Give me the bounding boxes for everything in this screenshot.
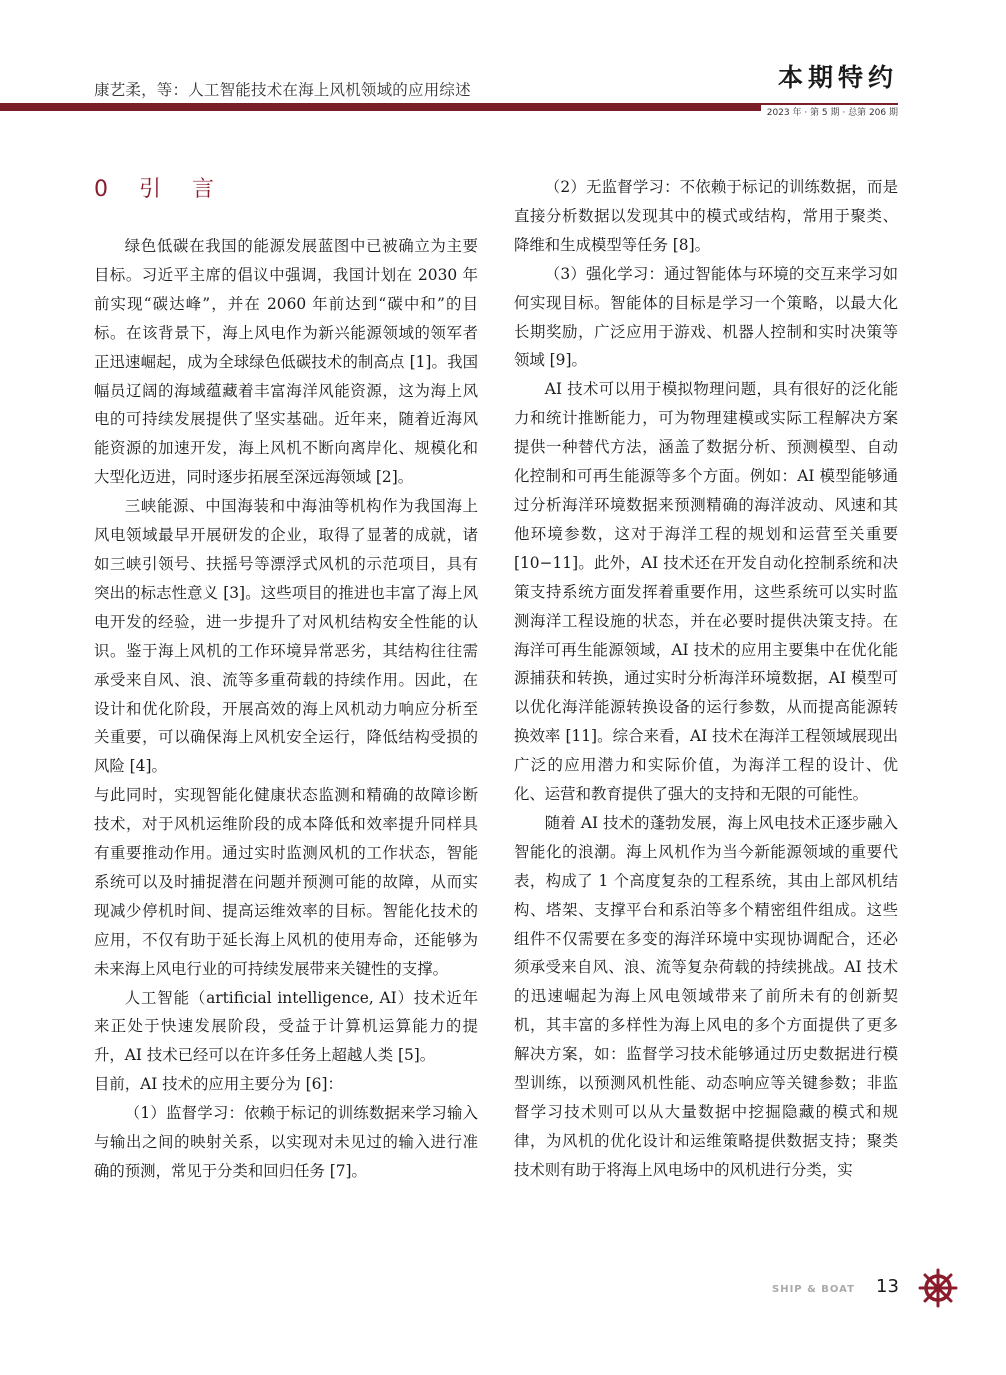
paragraph: （1）监督学习：依赖于标记的训练数据来学习输入与输出之间的映射关系，以实现对未见过的输入进行准确的预测，常见于分类和回归任务 [7]。 — [94, 1104, 478, 1180]
footer-brand: SHIP & BOAT — [772, 1284, 855, 1295]
issue-info: 2023 年 · 第 5 期 · 总第 206 期 — [761, 105, 898, 118]
page-number: 13 — [876, 1276, 899, 1297]
paragraph: 目前，AI 技术的应用主要分为 [6]： — [94, 1075, 343, 1094]
paragraph: （2）无监督学习：不依赖于标记的训练数据，而是直接分析数据以发现其中的模式或结构，常用于聚类、降维和生成模型等任务 [8]。 — [514, 178, 898, 254]
running-title: 康艺柔，等：人工智能技术在海上风机领域的应用综述 — [94, 81, 471, 99]
right-column — [514, 173, 898, 1185]
paragraph: 与此同时，实现智能化健康状态监测和精确的故障诊断技术，对于风机运维阶段的成本降低和效率提升同样具有重要推动作用。通过实时监测风机的工作状态，智能系统可以及时捕捉潜在问题并预测可能的故障，从而实现减少停机时间、提高运维效率的目标。智能化技术的应用，不仅有助于延长海上风机的使用寿命，还能够为未来海上风电行业的可持续发展带来关键性的支撑。 — [94, 786, 478, 978]
paragraph: 绿色低碳在我国的能源发展蓝图中已被确立为主要目标。习近平主席的倡议中强调，我国计划在 2030 年前实现“碳达峰”，并在 2060 年前达到“碳中和”的目标。在该背景下，海上风电作为新兴能源领域的领军者正迅速崛起，成为全球绿色低碳技术的制高点 [1]。我国幅员辽阔的海域蕴藏着丰富海洋风能资源，这为海上风电的可持续发展提供了坚实基础。近年来，随着近海风能资源的加速开发，海上风机不断向离岸化、规模化和大型化迈进，同时逐步拓展至深远海领域 [2]。 — [94, 237, 478, 487]
ship-helm-icon — [918, 1268, 958, 1308]
paragraph: 三峡能源、中国海装和中海油等机构作为我国海上风电领域最早开展研发的企业，取得了显著的成就，诸如三峡引领号、扶摇号等漂浮式风机的示范项目，具有突出的标志性意义 [3]。这些项目的推进也丰富了海上风电开发的经验，进一步提升了对风机结构安全性能的认识。鉴于海上风机的工作环境异常恶劣，其结构往往需承受来自风、浪、流等多重荷载的持续作用。因此，在设计和优化阶段，开展高效的海上风机动力响应分析至关重要，可以确保海上风机安全运行，降低结构受损的风险 [4]。 — [94, 497, 478, 776]
paragraph: 人工智能（artificial intelligence, AI）技术近年来正处于快速发展阶段，受益于计算机运算能力的提升，AI 技术已经可以在许多任务上超越人类 [5]。 — [94, 988, 478, 1065]
paragraph: （3）强化学习：通过智能体与环境的交互来学习如何实现目标。智能体的目标是学习一个策略，以最大化长期奖励，广泛应用于游戏、机器人控制和实时决策等领域 [9]。 — [514, 264, 898, 370]
paragraph: AI 技术可以用于模拟物理问题，具有很好的泛化能力和统计推断能力，可为物理建模或实际工程解决方案提供一种替代方法，涵盖了数据分析、预测模型、自动化控制和可再生能源等多个方面。例如：AI 模型能够通过分析海洋环境数据来预测精确的海洋波动、风速和其他环境参数，这对于海洋工程的规划和运营至关重要 [10−11]。此外，AI 技术还在开发自动化控制系统和决策支持系统方面发挥着重要作用，这些系统可以实时监测海洋工程设施的状态，并在必要时提供决策支持。在海洋可再生能源领域，AI 技术的应用主要集中在优化能源捕获和转换，通过实时分析海洋环境数据，AI 模型可以优化海洋能源转换设备的运行参数，从而提高能源转换效率 [11]。综合来看，AI 技术在海洋工程领域展现出广泛的应用潜力和实际价值，为海洋工程的设计、优化、运营和教育提供了强大的支持和无限的可能性。 — [514, 380, 898, 804]
left-column — [94, 232, 478, 1186]
paragraph: 随着 AI 技术的蓬勃发展，海上风电技术正逐步融入智能化的浪潮。海上风机作为当今新能源领域的重要代表，构成了 1 个高度复杂的工程系统，其由上部风机结构、塔架、支撑平台和系泊等多个精密组件组成。这些组件不仅需要在多变的海洋环境中实现协调配合，还必须承受来自风、浪、流等复杂荷载的持续挑战。AI 技术的迅速崛起为海上风电领域带来了前所未有的创新契机，其丰富的多样性为海上风电的多个方面提供了更多解决方案，如：监督学习技术能够通过历史数据进行模型训练，以预测风机性能、动态响应等关键参数；非监督学习技术则可以从大量数据中挖掘隐藏的模式和规律，为风机的优化设计和运维策略提供数据支持；聚类技术则有助于将海上风电场中的风机进行分类，实 — [514, 813, 898, 1179]
section-label: 本期特约 — [777, 63, 898, 92]
section-title: 0 引 言 — [94, 177, 226, 202]
